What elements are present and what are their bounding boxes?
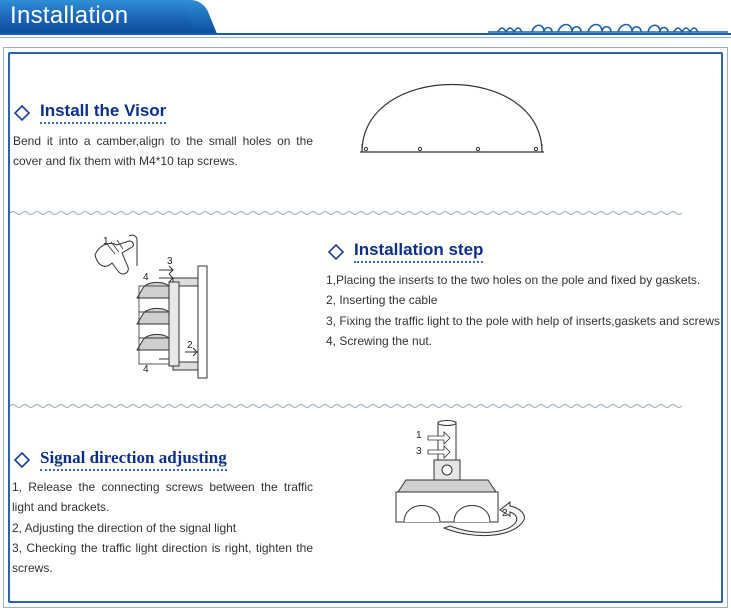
body-line: 1, Release the connecting screws between the traffic light and brackets. <box>12 480 313 515</box>
body-line: 3, Checking the traffic light direction is right, tighten the screws. <box>12 540 313 576</box>
step-label: 4 <box>143 364 149 375</box>
section-heading: Installation step <box>354 240 483 263</box>
body-line: 3, Fixing the traffic light to the pole with help of inserts,gaskets and screws <box>326 313 720 328</box>
section-title-direction <box>13 448 227 471</box>
body-line: 2, Inserting the cable <box>326 293 438 308</box>
section-divider <box>10 403 721 409</box>
step-label: 3 <box>167 256 173 267</box>
header-banner <box>0 0 731 40</box>
adjust-label: 1 <box>416 430 422 441</box>
diamond-icon <box>13 104 31 122</box>
direction-adjust-diagram <box>384 420 534 545</box>
section-body-visor <box>13 131 313 172</box>
installation-step-diagram <box>85 230 215 380</box>
page-title: Installation <box>10 2 129 29</box>
body-line: 1,Placing the inserts to the two holes on the pole and fixed by gaskets. <box>326 273 701 287</box>
header-ornament <box>488 20 728 38</box>
adjust-label: 3 <box>416 446 422 457</box>
adjust-label: 2 <box>502 508 508 519</box>
diamond-icon <box>327 243 345 261</box>
section-body-direction <box>12 477 313 578</box>
section-heading: Signal direction adjusting <box>40 448 227 471</box>
step-label: 4 <box>143 272 149 283</box>
diamond-icon <box>13 451 31 469</box>
body-line: 4, Screwing the nut. <box>326 333 433 348</box>
step-label: 1 <box>103 236 109 247</box>
step-label: 2 <box>187 340 193 351</box>
section-divider <box>10 210 721 216</box>
body-line: Bend it into a camber,align to the small holes on the cover and fix them with M4*10 tap screws. <box>13 134 313 169</box>
section-body-install-step <box>326 270 723 351</box>
section-title-install-step <box>327 240 483 263</box>
section-heading: Install the Visor <box>40 101 166 124</box>
section-title-visor <box>13 101 166 124</box>
visor-diagram <box>356 72 548 158</box>
body-line: 2, Adjusting the direction of the signal light <box>12 520 237 535</box>
